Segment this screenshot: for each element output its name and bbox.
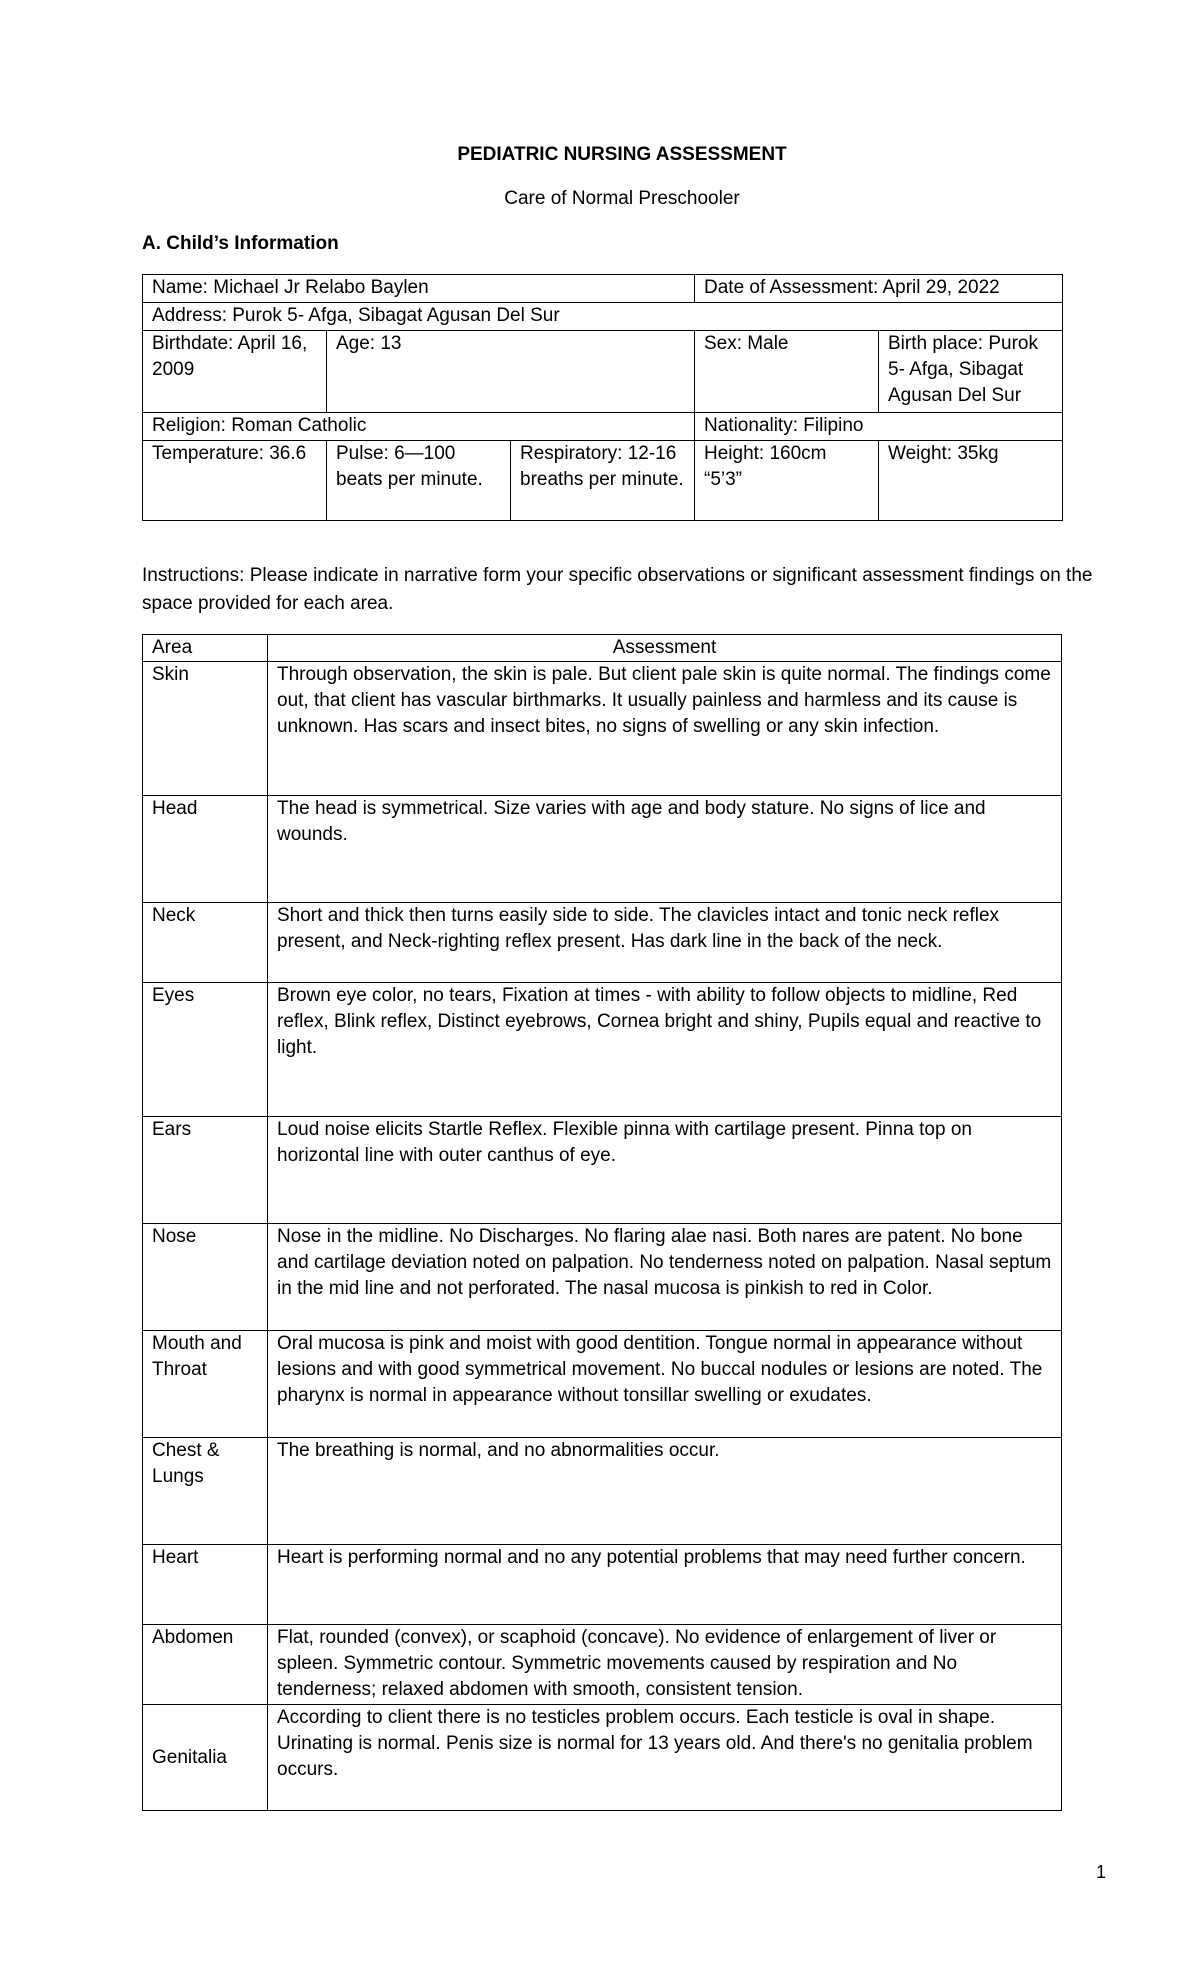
area-label-nose: Nose <box>143 1224 268 1331</box>
assessment-table <box>142 634 1062 1811</box>
assessment-text-neck: Short and thick then turns easily side to side. The clavicles intact and tonic neck reflex present, and Neck-righting reflex present. Has dark line in the back of the neck. <box>268 903 1062 983</box>
pulse-cell: Pulse: 6—100 beats per minute. <box>327 441 511 521</box>
document-subtitle: Care of Normal Preschooler <box>504 188 740 209</box>
temperature-cell: Temperature: 36.6 <box>143 441 327 521</box>
area-label-heart: Heart <box>143 1545 268 1625</box>
assessment-text-skin: Through observation, the skin is pale. But client pale skin is quite normal. The findings come out, that client has vascular birthmarks. It usually painless and harmless and its cause is unknown. Has scars and insect bites, no signs of swelling or any skin infection. <box>268 662 1062 796</box>
date-of-assessment-cell: Date of Assessment: April 29, 2022 <box>695 275 1063 303</box>
area-label-mouth-and-throat: Mouth and Throat <box>143 1331 268 1438</box>
area-label-genitalia: Genitalia <box>143 1705 268 1811</box>
area-label-eyes: Eyes <box>143 983 268 1117</box>
section-heading-childs-information: A. Child’s Information <box>142 233 339 254</box>
area-label-neck: Neck <box>143 903 268 983</box>
assessment-text-ears: Loud noise elicits Startle Reflex. Flexible pinna with cartilage present. Pinna top on horizontal line with outer canthus of eye. <box>268 1117 1062 1224</box>
assessment-text-eyes: Brown eye color, no tears, Fixation at times - with ability to follow objects to midline, Red reflex, Blink reflex, Distinct eyebrows, Cornea bright and shiny, Pupils equal and reactive to light. <box>268 983 1062 1117</box>
assessment-text-heart: Heart is performing normal and no any potential problems that may need further concern. <box>268 1545 1062 1625</box>
area-column-header: Area <box>143 635 268 662</box>
page-number: 1 <box>1096 1862 1107 1882</box>
religion-cell: Religion: Roman Catholic <box>143 413 695 441</box>
birth-place-cell: Birth place: Purok 5- Afga, Sibagat Agusan Del Sur <box>879 331 1063 413</box>
nationality-cell: Nationality: Filipino <box>695 413 1063 441</box>
assessment-text-head: The head is symmetrical. Size varies with age and body stature. No signs of lice and wounds. <box>268 796 1062 903</box>
weight-cell: Weight: 35kg <box>879 441 1063 521</box>
area-label-skin: Skin <box>143 662 268 796</box>
assessment-text-abdomen: Flat, rounded (convex), or scaphoid (concave). No evidence of enlargement of liver or spleen. Symmetric contour. Symmetric movements caused by respiration and No tenderness; relaxed abdomen with smooth, consistent tension. <box>268 1625 1062 1705</box>
height-cell: Height: 160cm “5’3” <box>695 441 879 521</box>
area-label-head: Head <box>143 796 268 903</box>
area-label-chest-and-lungs: Chest & Lungs <box>143 1438 268 1545</box>
document-title: PEDIATRIC NURSING ASSESSMENT <box>457 144 787 165</box>
assessment-column-header: Assessment <box>268 635 1062 662</box>
birthdate-cell: Birthdate: April 16, 2009 <box>143 331 327 413</box>
assessment-text-genitalia: According to client there is no testicles problem occurs. Each testicle is oval in shape. Urinating is normal. Penis size is normal for 13 years old. And there's no genitalia problem occurs. <box>268 1705 1062 1811</box>
address-cell: Address: Purok 5- Afga, Sibagat Agusan Del Sur <box>143 303 1063 331</box>
assessment-text-mouth-and-throat: Oral mucosa is pink and moist with good dentition. Tongue normal in appearance without lesions and with good symmetrical movement. No buccal nodules or lesions are noted. The pharynx is normal in appearance without tonsillar swelling or exudates. <box>268 1331 1062 1438</box>
assessment-text-chest-and-lungs: The breathing is normal, and no abnormalities occur. <box>268 1438 1062 1545</box>
sex-cell: Sex: Male <box>695 331 879 413</box>
area-label-ears: Ears <box>143 1117 268 1224</box>
respiratory-cell: Respiratory: 12-16 breaths per minute. <box>511 441 695 521</box>
child-information-table <box>142 274 1063 521</box>
instructions-text: Instructions: Please indicate in narrative form your specific observations or significant assessment findings on the space provided for each area. <box>142 565 1093 614</box>
name-cell: Name: Michael Jr Relabo Baylen <box>143 275 695 303</box>
assessment-text-nose: Nose in the midline. No Discharges. No flaring alae nasi. Both nares are patent. No bone and cartilage deviation noted on palpation. No tenderness noted on palpation. Nasal septum in the mid line and not perforated. The nasal mucosa is pinkish to red in Color. <box>268 1224 1062 1331</box>
age-cell: Age: 13 <box>327 331 695 413</box>
area-label-abdomen: Abdomen <box>143 1625 268 1705</box>
